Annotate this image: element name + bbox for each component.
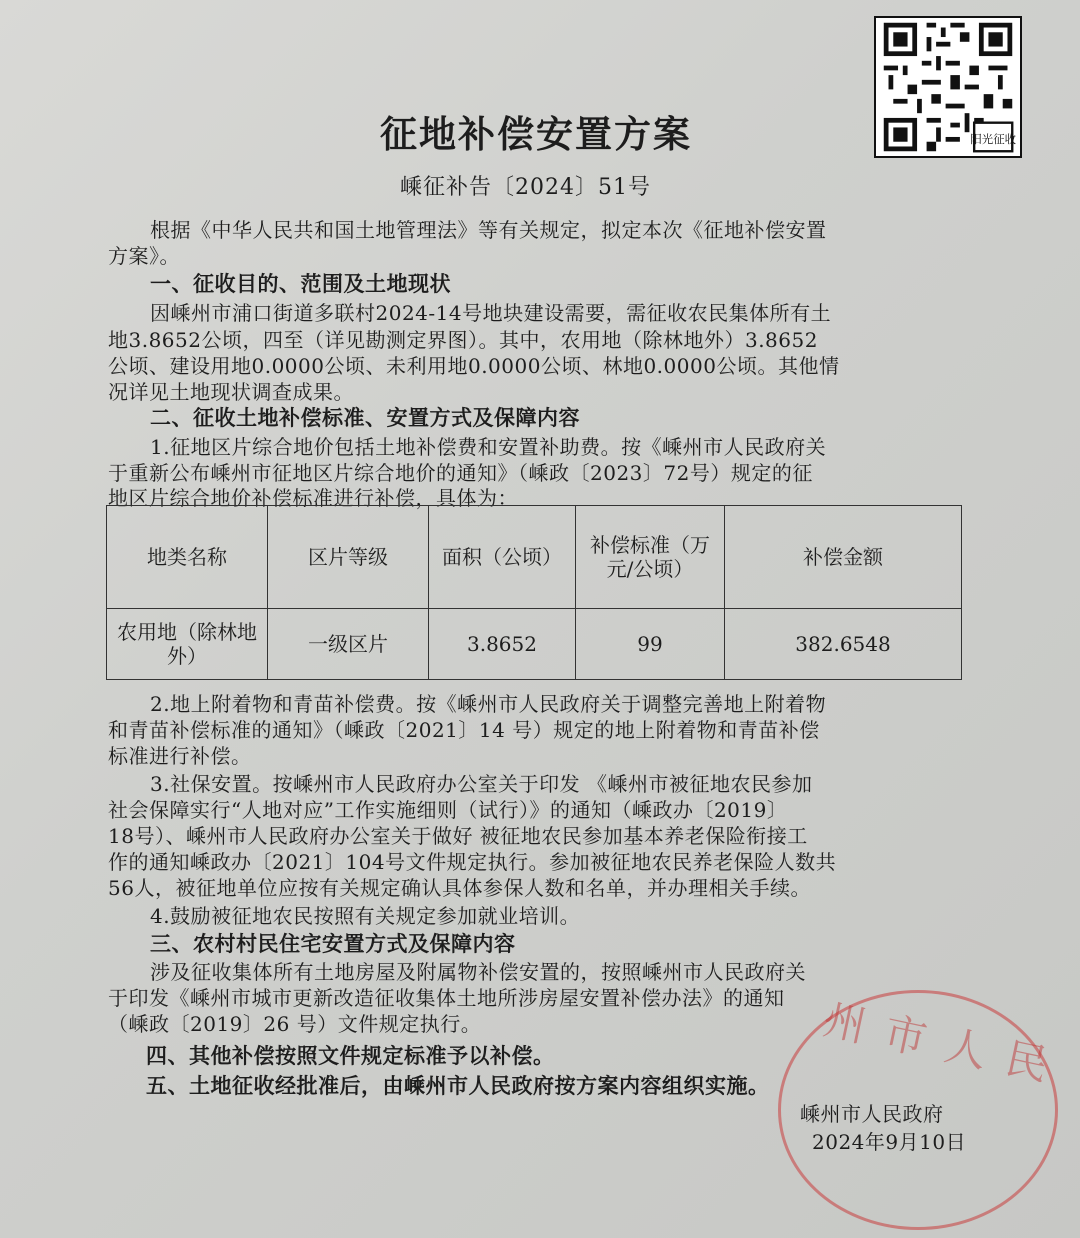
table-cell: 农用地（除林地外） (107, 609, 268, 680)
table-cell: 一级区片 (268, 609, 429, 680)
table-cell: 99 (576, 609, 725, 680)
intro-line: 根据《中华人民共和国土地管理法》等有关规定，拟定本次《征地补偿安置 (150, 218, 827, 242)
paragraph-line: 于印发《嵊州市城市更新改造征收集体土地所涉房屋安置补偿办法》的通知 (108, 986, 785, 1010)
table-header-row (107, 506, 962, 609)
table-header-cell: 面积（公顷） (429, 506, 576, 609)
paragraph-line: 地3.8652公顷，四至（详见勘测定界图）。其中，农用地（除林地外）3.8652 (108, 328, 818, 352)
table-cell: 3.8652 (429, 609, 576, 680)
section-heading: 五、土地征收经批准后，由嵊州市人民政府按方案内容组织实施。 (146, 1073, 770, 1098)
paragraph-line: 社会保障实行“人地对应”工作实施细则（试行）》的通知（嵊政办〔2019〕 (108, 798, 788, 822)
paragraph-line: 地区片综合地价补偿标准进行补偿，具体为： (108, 486, 518, 510)
paragraph-line: 于重新公布嵊州市征地区片综合地价的通知》（嵊政〔2023〕72号）规定的征 (108, 461, 813, 485)
paragraph-line: （嵊政〔2019〕26 号）文件规定执行。 (108, 1012, 482, 1036)
paragraph-line: 作的通知嵊政办〔2021〕104号文件规定执行。参加被征地农民养老保险人数共 (108, 850, 837, 874)
intro-line: 方案》。 (108, 244, 180, 268)
paragraph-line: 标准进行补偿。 (108, 744, 252, 768)
paragraph-line: 4.鼓励被征地农民按照有关规定参加就业培训。 (150, 904, 581, 928)
table-header-cell: 区片等级 (268, 506, 429, 609)
qr-caption: 阳光征收 (970, 132, 1017, 147)
section-heading: 一、征收目的、范围及土地现状 (150, 271, 451, 296)
paragraph-line: 18号）、嵊州市人民政府办公室关于做好 被征地农民参加基本养老保险衔接工 (108, 824, 808, 848)
table-header-cell: 地类名称 (107, 506, 268, 609)
paragraph-line: 2.地上附着物和青苗补偿费。按《嵊州市人民政府关于调整完善地上附着物 (150, 692, 827, 716)
paragraph-line: 1.征地区片综合地价包括土地补偿费和安置补助费。按《嵊州市人民政府关 (150, 435, 827, 459)
table-header-cell: 补偿标准（万元/公顷） (576, 506, 725, 609)
table-row (107, 609, 962, 680)
section-heading: 四、其他补偿按照文件规定标准予以补偿。 (146, 1043, 555, 1068)
compensation-table (106, 505, 962, 680)
paragraph-line: 涉及征收集体所有土地房屋及附属物补偿安置的，按照嵊州市人民政府关 (150, 960, 806, 984)
document-number: 嵊征补告〔2024〕51号 (400, 175, 651, 200)
official-seal-text: 州市人民 (819, 994, 1072, 1095)
paragraph-line: 况详见土地现状调查成果。 (108, 380, 354, 404)
issue-date: 2024年9月10日 (812, 1130, 967, 1154)
qr-code (874, 16, 1022, 158)
issuer-name: 嵊州市人民政府 (800, 1102, 944, 1126)
paragraph-line: 3.社保安置。按嵊州市人民政府办公室关于印发 《嵊州市被征地农民参加 (150, 772, 813, 796)
table-cell: 382.6548 (725, 609, 962, 680)
qr-code-graphic (876, 18, 1020, 156)
paragraph-line: 56人，被征地单位应按有关规定确认具体参保人数和名单，并办理相关手续。 (108, 876, 811, 900)
section-heading: 二、征收土地补偿标准、安置方式及保障内容 (150, 405, 580, 430)
section-heading: 三、农村村民住宅安置方式及保障内容 (150, 931, 516, 956)
document-title: 征地补偿安置方案 (380, 112, 692, 156)
paragraph-line: 和青苗补偿标准的通知》（嵊政〔2021〕14 号）规定的地上附着物和青苗补偿 (108, 718, 820, 742)
paragraph-line: 因嵊州市浦口街道多联村2024-14号地块建设需要，需征收农民集体所有土 (150, 301, 832, 325)
paragraph-line: 公顷、建设用地0.0000公顷、未利用地0.0000公顷、林地0.0000公顷。其他情 (108, 354, 840, 378)
table-header-cell: 补偿金额 (725, 506, 962, 609)
